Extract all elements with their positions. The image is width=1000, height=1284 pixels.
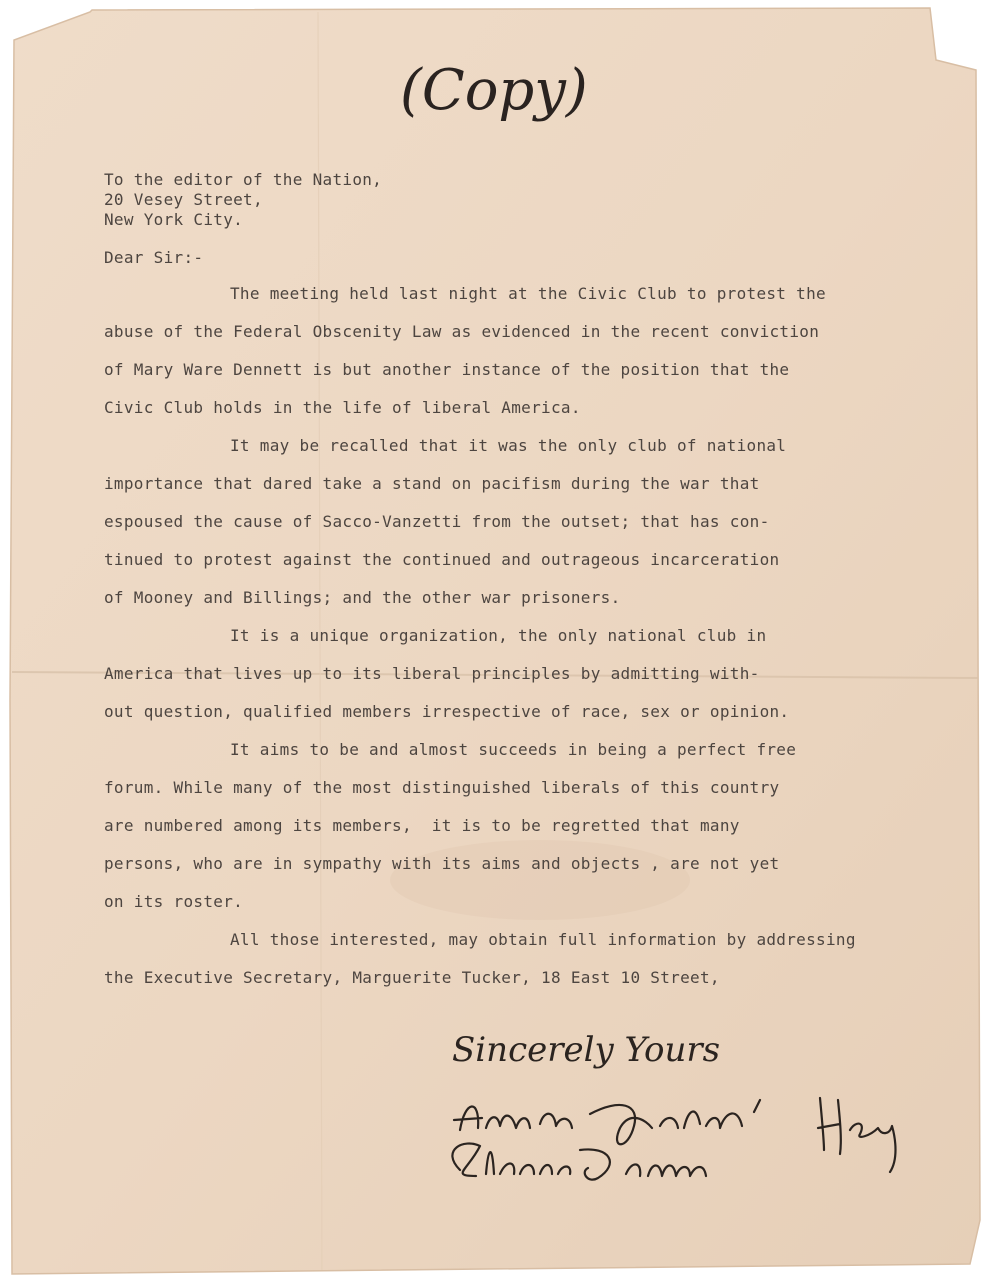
paragraph-line: All those interested, may obtain full information by addressing (230, 930, 856, 949)
paragraph-line: It may be recalled that it was the only club of national (230, 436, 787, 455)
paragraph-line: It aims to be and almost succeeds in being a perfect free (230, 740, 797, 759)
paragraph-line: tinued to protest against the continued and outrageous incarceration (104, 550, 780, 569)
paragraph-line: on its roster. (104, 892, 244, 911)
closing-sincerely: Sincerely Yours (452, 1030, 721, 1070)
paragraph-line: It is a unique organization, the only national club in (230, 626, 767, 645)
copy-note: (Copy) (400, 58, 588, 123)
paragraph-line: espoused the cause of Sacco-Vanzetti from the outset; that has con- (104, 512, 770, 531)
paragraph-line: abuse of the Federal Obscenity Law as evidenced in the recent conviction (104, 322, 820, 341)
address-line: New York City. (104, 210, 244, 229)
paragraph-line: Civic Club holds in the life of liberal America. (104, 398, 581, 417)
paragraph-line: forum. While many of the most distinguished liberals of this country (104, 778, 780, 797)
paragraph-line: out question, qualified members irrespective of race, sex or opinion. (104, 702, 790, 721)
address-line: To the editor of the Nation, (104, 170, 383, 189)
paragraph-line: of Mary Ware Dennett is but another instance of the position that the (104, 360, 790, 379)
address-line: 20 Vesey Street, (104, 190, 263, 209)
paragraph-line: are numbered among its members, it is to be regretted that many (104, 816, 740, 835)
paragraph-line: the Executive Secretary, Marguerite Tucker, 18 East 10 Street, (104, 968, 720, 987)
salutation: Dear Sir:- (104, 248, 204, 267)
paragraph-line: importance that dared take a stand on pacifism during the war that (104, 474, 760, 493)
paragraph-line: of Mooney and Billings; and the other war prisoners. (104, 588, 621, 607)
paragraph-line: persons, who are in sympathy with its aims and objects , are not yet (104, 854, 780, 873)
signatures (420, 1080, 920, 1190)
paragraph-line: America that lives up to its liberal principles by admitting with- (104, 664, 760, 683)
paragraph-line: The meeting held last night at the Civic Club to protest the (230, 284, 826, 303)
signature-clarence-darrow (452, 1143, 706, 1179)
signature-arthur-garfield-hays (454, 1098, 896, 1172)
